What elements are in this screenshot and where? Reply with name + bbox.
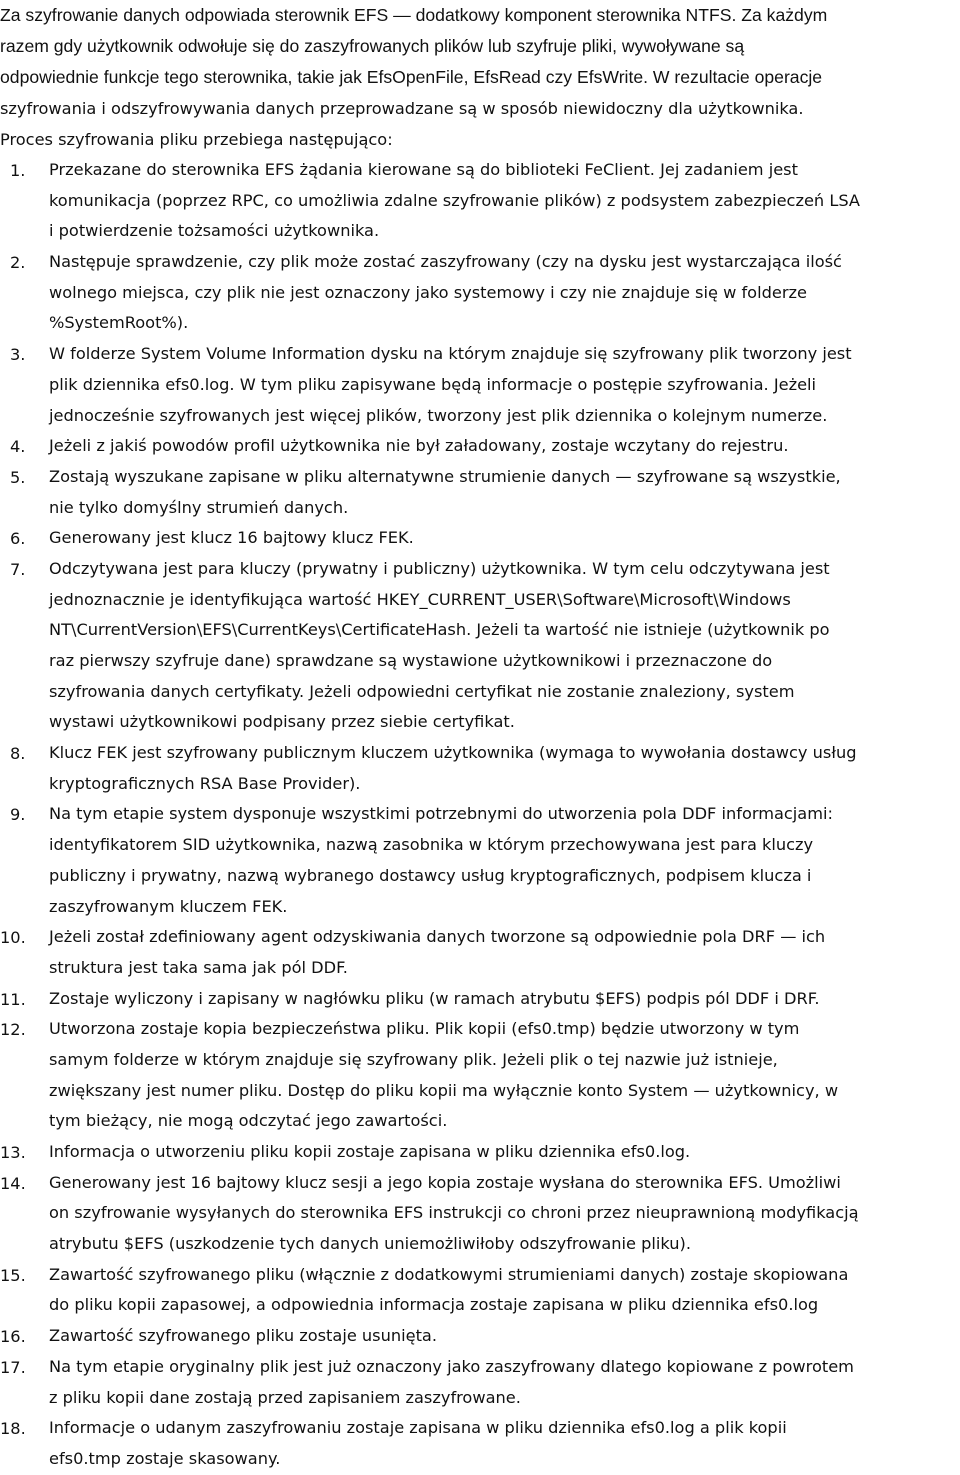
list-item-number: 7. bbox=[10, 559, 26, 579]
list-item-text bbox=[49, 247, 960, 339]
list-item bbox=[0, 554, 960, 738]
intro-line: Za szyfrowanie danych odpowiada sterownik EFS — dodatkowy komponent sterownika NTFS. Za każdym bbox=[0, 5, 828, 25]
list-item-line: Następuje sprawdzenie, czy plik może zostać zaszyfrowany (czy na dysku jest wystarczająca ilość bbox=[49, 252, 842, 272]
list-item-number: 14. bbox=[0, 1173, 26, 1193]
list-item-text bbox=[49, 922, 960, 983]
list-item-line: on szyfrowanie wysyłanych do sterownika EFS instrukcji co chroni przez nieuprawnioną modyfikacją bbox=[49, 1203, 859, 1223]
list-item-number: 9. bbox=[10, 805, 26, 825]
list-item-line: z pliku kopii dane zostają przed zapisaniem zaszyfrowane. bbox=[49, 1387, 521, 1407]
list-item-number: 16. bbox=[0, 1327, 26, 1347]
list-item-number: 13. bbox=[0, 1143, 26, 1162]
list-item-number: 10. bbox=[0, 928, 26, 948]
list-item bbox=[0, 984, 960, 1015]
list-item-number: 12. bbox=[0, 1020, 26, 1040]
intro-line: szyfrowania i odszyfrowywania danych przeprowadzane są w sposób niewidoczny dla użytkownika. bbox=[0, 99, 804, 118]
intro-line: razem gdy użytkownik odwołuje się do zaszyfrowanych plików lub szyfruje pliki, wywoływane są bbox=[0, 36, 745, 56]
list-item-text bbox=[49, 1014, 960, 1137]
list-item-line: do pliku kopii zapasowej, a odpowiednia informacja zostaje zapisana w pliku dziennika efs0.log bbox=[49, 1295, 819, 1315]
list-item-line: plik dziennika efs0.log. W tym pliku zapisywane będą informacje o postępie szyfrowania. Jeżeli bbox=[49, 374, 817, 394]
list-item bbox=[0, 799, 960, 922]
list-item-line: kryptograficznych RSA Base Provider). bbox=[49, 773, 361, 793]
list-item-line: Utworzona zostaje kopia bezpieczeństwa pliku. Plik kopii (efs0.tmp) będzie utworzony w tym bbox=[49, 1019, 800, 1039]
list-item-number: 3. bbox=[10, 345, 26, 365]
list-item-line: atrybutu $EFS (uszkodzenie tych danych uniemożliwiłoby odszyfrowanie pliku). bbox=[49, 1234, 691, 1254]
list-item bbox=[0, 1014, 960, 1137]
list-item-text bbox=[49, 523, 960, 554]
list-item bbox=[0, 462, 960, 523]
list-item-line: Informacja o utworzeniu pliku kopii zostaje zapisana w pliku dziennika efs0.log. bbox=[49, 1142, 691, 1161]
list-item bbox=[0, 738, 960, 799]
list-item-line: NT\CurrentVersion\EFS\CurrentKeys\CertificateHash. Jeżeli ta wartość nie istnieje (użytkownik po bbox=[49, 620, 830, 640]
list-item-line: wystawi użytkownikowi podpisany przez siebie certyfikat. bbox=[49, 712, 515, 732]
list-item-text bbox=[49, 155, 960, 247]
list-item-line: i potwierdzenie tożsamości użytkownika. bbox=[49, 221, 380, 241]
list-item-line: Przekazane do sterownika EFS żądania kierowane są do biblioteki FeClient. Jej zadaniem jest bbox=[49, 160, 798, 179]
list-item-number: 6. bbox=[10, 529, 26, 549]
list-item-number: 5. bbox=[10, 467, 26, 487]
list-item bbox=[0, 1137, 960, 1168]
list-item-line: szyfrowania danych certyfikaty. Jeżeli odpowiedni certyfikat nie zostanie znaleziony, system bbox=[49, 681, 795, 701]
list-item-line: zaszyfrowanym kluczem FEK. bbox=[49, 896, 288, 916]
list-item-line: nie tylko domyślny strumień danych. bbox=[49, 497, 349, 517]
list-item-line: Na tym etapie oryginalny plik jest już oznaczony jako zaszyfrowany dlatego kopiowane z powrotem bbox=[49, 1356, 854, 1376]
list-item-text bbox=[49, 1352, 960, 1413]
list-item-number: 2. bbox=[10, 253, 26, 273]
list-item-line: Informacje o udanym zaszyfrowaniu zostaje zapisana w pliku dziennika efs0.log a plik kopii bbox=[49, 1418, 787, 1438]
list-item-line: publiczny i prywatny, nazwą wybranego dostawcy usług kryptograficznych, podpisem klucza i bbox=[49, 865, 812, 885]
list-item bbox=[0, 339, 960, 431]
list-item-text bbox=[49, 799, 960, 922]
list-item-text bbox=[49, 339, 960, 431]
list-item-text bbox=[49, 462, 960, 523]
list-item bbox=[0, 523, 960, 554]
list-item-text bbox=[49, 1321, 960, 1352]
list-item-line: Jeżeli został zdefiniowany agent odzyskiwania danych tworzone są odpowiednie pola DRF — ich bbox=[49, 927, 826, 947]
intro-line: Proces szyfrowania pliku przebiega następująco: bbox=[0, 130, 393, 149]
list-item-line: Jeżeli z jakiś powodów profil użytkownika nie był załadowany, zostaje wczytany do rejestru. bbox=[49, 436, 789, 456]
list-item-line: samym folderze w którym znajduje się szyfrowany plik. Jeżeli plik o tej nazwie już istnieje, bbox=[49, 1049, 778, 1069]
list-item-line: Zostaje wyliczony i zapisany w nagłówku pliku (w ramach atrybutu $EFS) podpis pól DDF i DRF. bbox=[49, 988, 820, 1008]
list-item bbox=[0, 922, 960, 983]
list-item-number: 11. bbox=[0, 989, 26, 1009]
list-item-line: efs0.tmp zostaje skasowany. bbox=[49, 1448, 281, 1468]
list-item-line: W folderze System Volume Information dysku na którym znajduje się szyfrowany plik tworzony jest bbox=[49, 344, 852, 364]
list-item-line: tym bieżący, nie mogą odczytać jego zawartości. bbox=[49, 1111, 448, 1131]
list-item-line: Zawartość szyfrowanego pliku zostaje usunięta. bbox=[49, 1326, 438, 1346]
list-item-line: %SystemRoot%). bbox=[49, 313, 189, 333]
list-item-text bbox=[49, 984, 960, 1015]
intro-line: odpowiednie funkcje tego sterownika, takie jak EfsOpenFile, EfsRead czy EfsWrite. W rezultacie operacje bbox=[0, 67, 823, 87]
list-item-text bbox=[49, 431, 960, 462]
list-item-number: 15. bbox=[0, 1265, 26, 1285]
list-item-number: 17. bbox=[0, 1357, 26, 1377]
list-item-text bbox=[49, 1413, 960, 1474]
list-item-text bbox=[49, 1137, 960, 1168]
list-item bbox=[0, 431, 960, 462]
list-item-line: Generowany jest 16 bajtowy klucz sesji a jego kopia zostaje wysłana do sterownika EFS. Umożliwi bbox=[49, 1172, 841, 1192]
list-item-text bbox=[49, 1168, 960, 1260]
list-item-line: Odczytywana jest para kluczy (prywatny i publiczny) użytkownika. W tym celu odczytywana jest bbox=[49, 558, 830, 578]
list-item-line: raz pierwszy szyfruje dane) sprawdzane są wystawione użytkownikowi i przeznaczone do bbox=[49, 651, 773, 670]
list-item-line: zwiększany jest numer pliku. Dostęp do pliku kopii ma wyłącznie konto System — użytkownicy, w bbox=[49, 1080, 839, 1100]
list-item-text bbox=[49, 554, 960, 738]
list-item bbox=[0, 1413, 960, 1474]
list-item bbox=[0, 1260, 960, 1321]
list-item bbox=[0, 155, 960, 247]
list-item-number: 8. bbox=[10, 744, 26, 764]
list-item-line: Generowany jest klucz 16 bajtowy klucz FEK. bbox=[49, 528, 414, 548]
list-item-line: identyfikatorem SID użytkownika, nazwą zasobnika w którym przechowywana jest para kluczy bbox=[49, 835, 814, 855]
list-item bbox=[0, 1168, 960, 1260]
list-item-text bbox=[49, 1260, 960, 1321]
list-item-line: jednocześnie szyfrowanych jest więcej plików, tworzony jest plik dziennika o kolejnym numerze. bbox=[49, 405, 828, 425]
list-item-line: komunikacja (poprzez RPC, co umożliwia zdalne szyfrowanie plików) z podsystem zabezpieczeń LSA bbox=[49, 190, 860, 210]
list-item-number: 1. bbox=[10, 161, 26, 180]
list-item bbox=[0, 1321, 960, 1352]
list-item-number: 4. bbox=[10, 437, 26, 457]
encryption-steps-list bbox=[0, 155, 960, 1475]
list-item-line: wolnego miejsca, czy plik nie jest oznaczony jako systemowy i czy nie znajduje się w folderze bbox=[49, 282, 807, 302]
list-item-line: Na tym etapie system dysponuje wszystkimi potrzebnymi do utworzenia pola DDF informacjami: bbox=[49, 804, 833, 824]
list-item bbox=[0, 247, 960, 339]
list-item-text bbox=[49, 738, 960, 799]
list-item-line: jednoznacznie je identyfikująca wartość HKEY_CURRENT_USER\Software\Microsoft\Windows bbox=[49, 589, 791, 609]
list-item-line: struktura jest taka sama jak pól DDF. bbox=[49, 957, 348, 977]
list-item bbox=[0, 1352, 960, 1413]
list-item-line: Klucz FEK jest szyfrowany publicznym kluczem użytkownika (wymaga to wywołania dostawcy usług bbox=[49, 743, 857, 763]
intro-paragraph bbox=[0, 0, 960, 155]
list-item-line: Zawartość szyfrowanego pliku (włącznie z dodatkowymi strumieniami danych) zostaje skopiowana bbox=[49, 1264, 849, 1284]
list-item-number: 18. bbox=[0, 1419, 26, 1439]
list-item-line: Zostają wyszukane zapisane w pliku alternatywne strumienie danych — szyfrowane są wszystkie, bbox=[49, 466, 841, 486]
